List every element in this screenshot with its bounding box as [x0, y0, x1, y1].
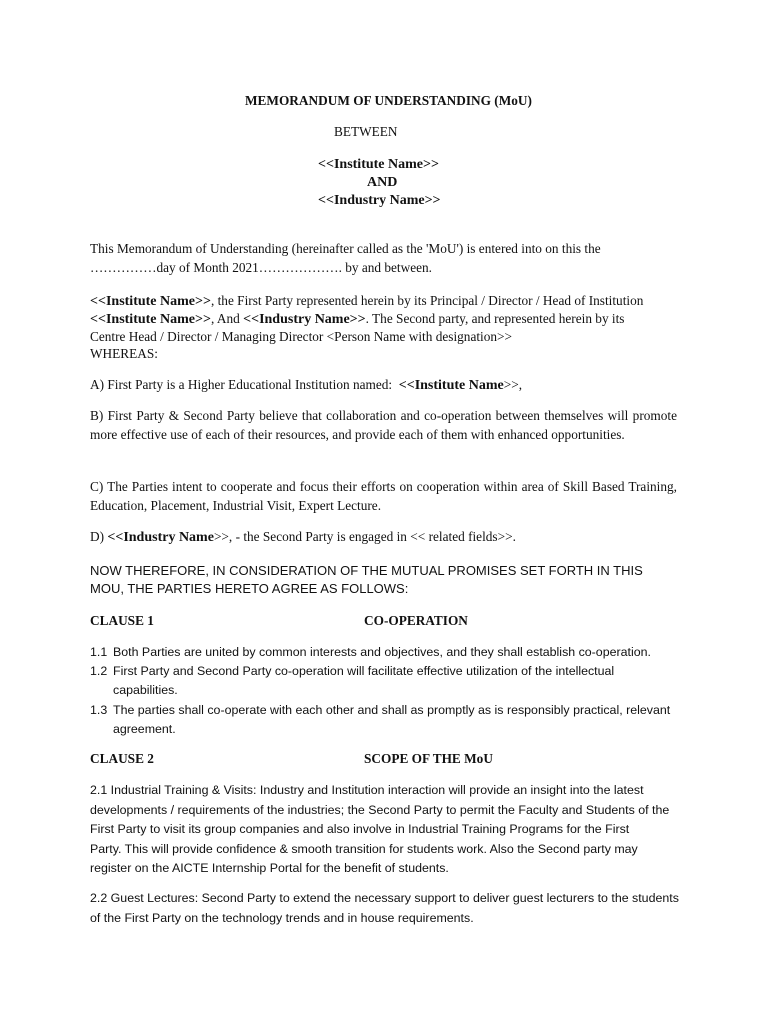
paragraph-line: 2.2 Guest Lectures: Second Party to extend the necessary support to deliver guest lecturers to the students [90, 891, 679, 905]
intro-line-1: This Memorandum of Understanding (hereinafter called as the 'MoU') is entered into on this the [90, 241, 601, 256]
clause-1-item [90, 662, 680, 700]
recital-a-suffix: >>, [503, 377, 523, 392]
institute-name-placeholder: <<Institute Name>> [90, 312, 211, 327]
recital-a [90, 377, 522, 394]
document-title: MEMORANDUM OF UNDERSTANDING (MoU) [245, 93, 532, 108]
parties-line-1-text: , the First Party represented herein by its Principal / Director / Head of Institution [210, 293, 644, 308]
clause-1-label: CLAUSE 1 [90, 613, 154, 628]
intro-line-2: ……………day of Month 2021………………. by and between. [90, 260, 432, 275]
clause-1-title: CO-OPERATION [364, 613, 468, 628]
item-text: Both Parties are united by common interests and objectives, and they shall establish co-operation. [113, 645, 651, 659]
item-number: 1.3 [90, 703, 108, 717]
parties-and-text: , And [210, 311, 244, 326]
item-text: The parties shall co-operate with each other and shall as promptly as is responsibly practical, relevant [113, 703, 671, 717]
clause-2-paragraph-1 [90, 781, 680, 879]
parties-line-2 [90, 311, 624, 328]
parties-line-3: Centre Head / Director / Managing Director <Person Name with designation>> [90, 329, 513, 344]
paragraph-line: First Party to visit its group companies and also involve in Industrial Training Programs for the First [90, 822, 630, 836]
recital-b: B) First Party & Second Party believe that collaboration and co-operation between themselves will promote more effective use of each of their resources, and provide each of them with enhanced opportunities. [90, 408, 677, 442]
party-and-label: AND [367, 175, 398, 190]
parties-line-1 [90, 293, 643, 310]
recital-d-text: >>, - the Second Party is engaged in << related fields>>. [213, 529, 516, 544]
clause-2-paragraph-2 [90, 889, 680, 928]
item-number: 1.2 [90, 664, 108, 678]
clause-2-label: CLAUSE 2 [90, 751, 154, 766]
recital-a-text: A) First Party is a Higher Educational Institution named: [90, 377, 399, 392]
institute-name-placeholder: <<Institute Name>> [90, 294, 211, 309]
paragraph-line: of the First Party on the technology trends and in house requirements. [90, 910, 474, 925]
clause-1-item [90, 643, 680, 662]
item-text: First Party and Second Party co-operation will facilitate effective utilization of the intellectual [113, 664, 615, 678]
paragraph-line: Party. This will provide confidence & smooth transition for students work. Also the Second party may [90, 841, 638, 856]
party-institute-name: <<Institute Name>> [318, 157, 439, 172]
industry-name-placeholder: <<Industry Name>> [243, 312, 366, 327]
clause-2-title: SCOPE OF THE MoU [364, 751, 493, 766]
industry-name-placeholder: <<Industry Name [107, 530, 214, 545]
recital-c: C) The Parties intent to cooperate and focus their efforts on cooperation within area of Skill Based Training, Education, Placement, Industrial Visit, Expert Lecture. [90, 479, 677, 513]
whereas-label: WHEREAS: [90, 346, 158, 361]
item-text-continued: capabilities. [113, 683, 178, 697]
item-number: 1.1 [90, 645, 108, 659]
paragraph-line: register on the AICTE Internship Portal for the benefit of students. [90, 861, 449, 875]
item-text-continued: agreement. [113, 722, 176, 736]
paragraph-line: 2.1 Industrial Training & Visits: Industry and Institution interaction will provide an insight into the latest [90, 783, 644, 797]
parties-line-2-text: . The Second party, and represented herein by its [365, 311, 625, 326]
now-therefore-line-1: NOW THEREFORE, IN CONSIDERATION OF THE MUTUAL PROMISES SET FORTH IN THIS [90, 563, 643, 578]
now-therefore-line-2: MOU, THE PARTIES HERETO AGREE AS FOLLOWS: [90, 581, 409, 596]
clause-1-item [90, 701, 680, 739]
recital-d-prefix: D) [90, 529, 108, 544]
institute-name-placeholder: <<Institute Name [398, 378, 504, 393]
between-label: BETWEEN [334, 124, 398, 139]
paragraph-line: developments / requirements of the industries; the Second Party to permit the Faculty and Students of the [90, 802, 670, 817]
recital-d [90, 529, 516, 546]
party-industry-name: <<Industry Name>> [318, 193, 441, 208]
